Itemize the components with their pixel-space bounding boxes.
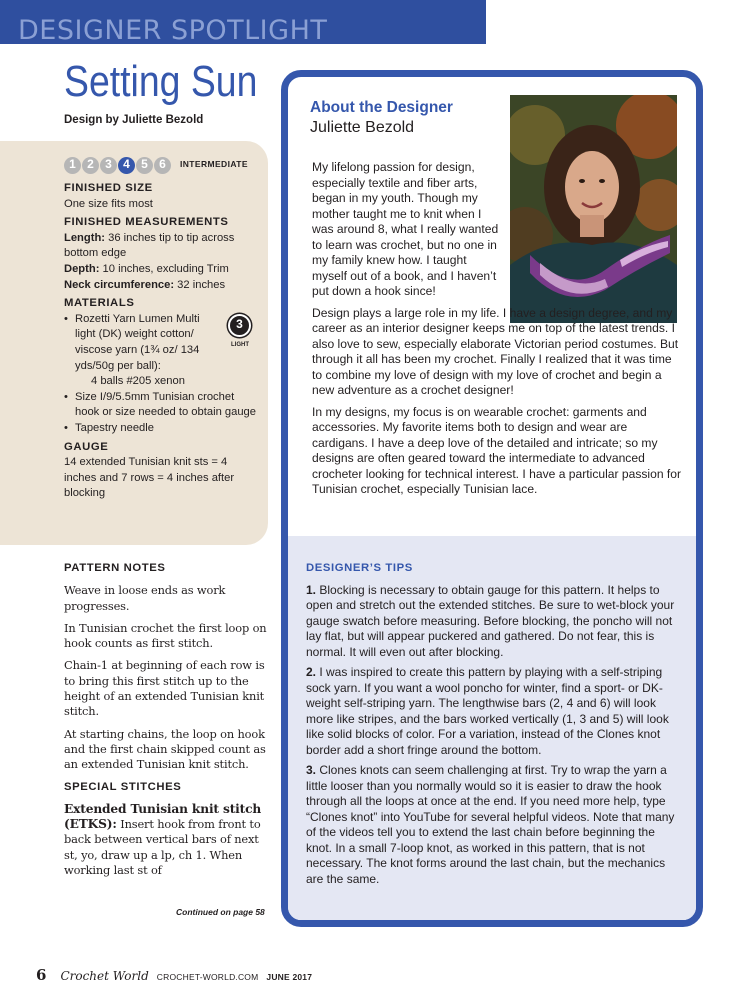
measurement-length-label: Length:: [64, 231, 106, 244]
bio-paragraph: In my designs, my focus is on wearable crochet: garments and accessories. My favorite items both to design and wear are cardigans. I have a deep love of the detailed and intricate; so my designs are often geared toward the intermediate to advanced crocheter looking for technical interest. I have a particular passion for Tunisian crochet, especially Tunisian lace.: [312, 404, 682, 496]
finished-size-heading: FINISHED SIZE: [64, 182, 153, 194]
bio-paragraph: My lifelong passion for design, especially textile and fiber arts, began in my youth. Though my mother taught me to knit when I was around 8, what I really wanted to learn was crochet, but no one in my family knew how. I taught myself out of a book, and I haven’t put down a hook since!: [312, 160, 499, 298]
about-designer-box: [281, 70, 703, 927]
issue-date: JUNE 2017: [266, 972, 313, 982]
materials-yarn-amount: 4 balls #205 xenon: [91, 375, 185, 388]
about-designer-heading: About the Designer: [310, 99, 453, 116]
pattern-notes-column: [64, 561, 270, 885]
special-stitch-definition: [64, 802, 270, 878]
designer-bio: [312, 160, 682, 504]
materials-hook-item: • Size I/9/5.5mm Tunisian crochet hook or size needed to obtain gauge: [64, 390, 260, 421]
measurement-neck-value: 32 inches: [174, 278, 226, 291]
designer-name: Juliette Bezold: [310, 119, 415, 136]
materials-yarn-text: • Rozetti Yarn Lumen Multi light (DK) weight cotton/ viscose yarn (1¾ oz/ 134 yds/50g per ball):: [75, 312, 200, 372]
special-stitches-heading: SPECIAL STITCHES: [64, 780, 182, 793]
measurement-depth-value: 10 inches, excluding Trim: [99, 262, 229, 275]
materials-heading: MATERIALS: [64, 297, 135, 310]
tip-item: [306, 665, 682, 758]
gauge-heading: GAUGE: [64, 440, 109, 453]
measurement-depth: [64, 262, 260, 278]
continued-link[interactable]: Continued on page 58: [176, 907, 265, 917]
bio-paragraph: Design plays a large role in my life. I have a design degree, and my career as an interior designer keeps me on top of the latest trends. I also love to sew, especially elaborate Victorian period costumes. But through it all has been my crochet. Finally I realized that it was time to combine my love of design with my love of crochet and begin a new adventure as a crochet designer!: [312, 305, 679, 397]
pattern-notes-heading: PATTERN NOTES: [64, 562, 166, 574]
special-stitch-text: Insert hook from front to back between vertical bars of next st, yo, draw up a lp, ch 1. When working last st of: [64, 817, 261, 878]
pattern-info-panel: [0, 141, 268, 545]
pattern-note: Weave in loose ends as work progresses.: [64, 583, 226, 613]
skill-level-5-icon: 5: [136, 157, 153, 174]
measurement-length: [64, 231, 260, 262]
finished-size-text: One size fits most: [64, 197, 153, 210]
designer-tips-heading: DESIGNER’S TIPS: [306, 562, 413, 574]
tip-number: 1.: [306, 582, 317, 597]
measurement-length-value: 36 inches tip to tip across bottom edge: [64, 231, 235, 260]
pattern-note: Chain-1 at beginning of each row is to bring this first stitch up to the height of an extended Tunisian knit stitch.: [64, 658, 265, 719]
magazine-url[interactable]: CROCHET-WORLD.COM: [156, 972, 259, 982]
tip-item: [306, 583, 682, 661]
special-stitch-term: Extended Tunisian knit stitch (ETKS):: [64, 801, 262, 832]
materials-needle-item: • Tapestry needle: [64, 421, 260, 437]
measurement-depth-label: Depth:: [64, 262, 100, 275]
skill-level-4-icon: 4: [118, 157, 135, 174]
pattern-note: In Tunisian crochet the first loop on hook counts as first stitch.: [64, 620, 267, 651]
tip-text: I was inspired to create this pattern by playing with a self-striping sock yarn. If you want a wool poncho for winter, find a sport- or DK-weight self-striping yarn. The lengthwise bars (2, 4 and 6) will look more like stripes, and the bars worked vertically (1, 3 and 5) will look like solid blocks of color. For a variation, instead of the Clones knot border add a short fringe around the bottom.: [306, 665, 669, 757]
skill-level-label: INTERMEDIATE: [180, 159, 248, 170]
skill-level-indicator: [64, 155, 260, 175]
pattern-byline: Design by Juliette Bezold: [64, 114, 204, 126]
materials-yarn-item: [64, 312, 260, 390]
measurements-heading: FINISHED MEASUREMENTS: [64, 216, 229, 229]
yarn-weight-number: 3: [228, 314, 251, 337]
page-number: 6: [36, 966, 47, 984]
skill-level-3-icon: 3: [100, 157, 117, 174]
pattern-title: Setting Sun: [64, 57, 258, 106]
measurement-neck-label: Neck circumference:: [64, 278, 175, 291]
tip-text: Clones knots can seem challenging at first. Try to wrap the yarn a little looser than you normally would so it is easier to draw the hook through all the loops at once at the end. If you need more help, type “Clones knot” into YouTube for several helpful videos. Note that many of the videos tell you to extend the last chain before beginning the knot. In a small 7-loop knot, as worked in this pattern, that is not necessary. The knot forms around the last chain, but the mechanics are the same.: [306, 763, 675, 886]
materials-list: [64, 312, 260, 437]
yarn-weight-icon: [222, 314, 258, 348]
section-banner: [0, 0, 486, 44]
skill-level-6-icon: 6: [154, 157, 171, 174]
pattern-note: At starting chains, the loop on hook and the first chain skipped count as an extended Tunisian knit stitch.: [64, 726, 266, 772]
tip-number: 2.: [306, 665, 317, 679]
magazine-name: Crochet World: [60, 969, 149, 983]
tip-number: 3.: [306, 763, 317, 777]
gauge-text: 14 extended Tunisian knit sts = 4 inches and 7 rows = 4 inches after blocking: [64, 456, 235, 500]
page-footer: [36, 966, 312, 984]
tip-text: Blocking is necessary to obtain gauge for this pattern. It helps to open and stretch out the extended stitches. Be sure to wet-block your gauge swatch before measuring. Before blocking, the poncho will not lay flat, but will appear puckered and gathered. Do not fear, this is normal. It will even out after blocking.: [306, 582, 675, 659]
tip-item: [306, 763, 682, 887]
designer-tips: [306, 561, 682, 892]
skill-level-1-icon: 1: [64, 157, 81, 174]
measurement-neck: [64, 278, 260, 294]
skill-level-2-icon: 2: [82, 157, 99, 174]
section-banner-label: DESIGNER SPOTLIGHT: [18, 15, 328, 46]
yarn-weight-label: LIGHT: [231, 341, 249, 348]
